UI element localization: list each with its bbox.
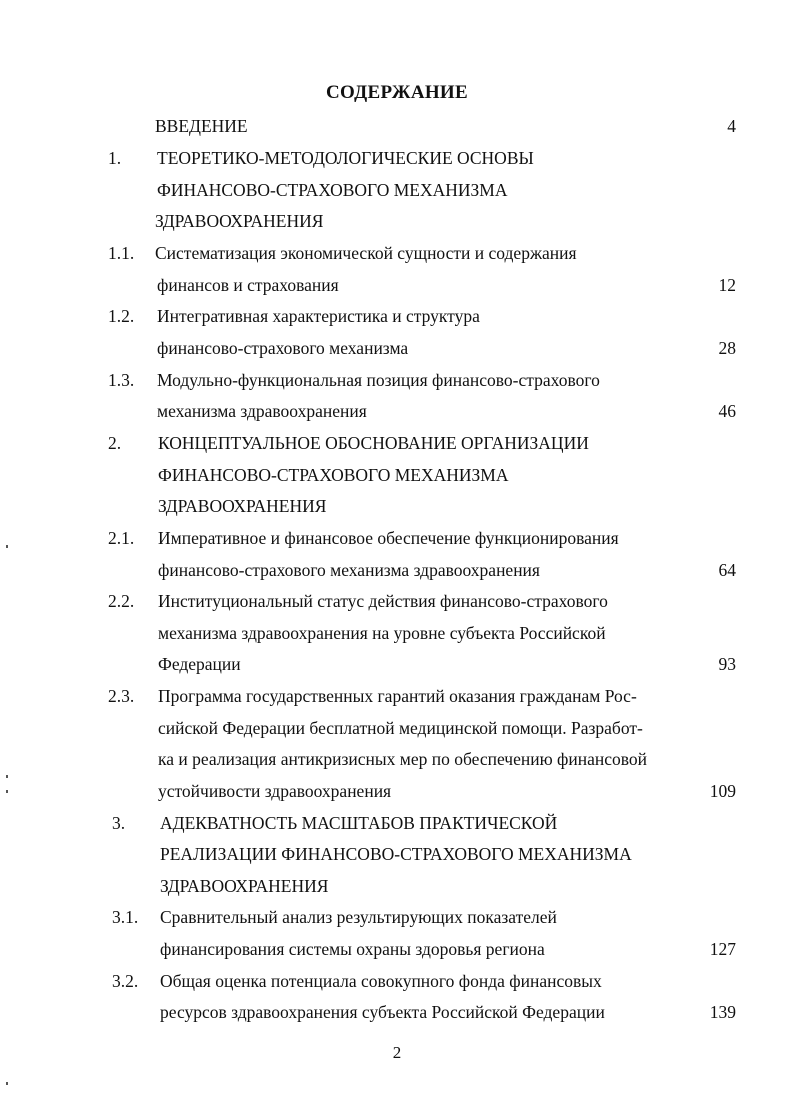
toc-entry-text: ЗДРАВООХРАНЕНИЯ	[158, 496, 327, 516]
toc-line	[0, 555, 794, 585]
toc-entry-text: Общая оценка потенциала совокупного фонда финансовых	[160, 971, 602, 991]
toc-entry-text: сийской Федерации бесплатной медицинской помощи. Разработ-	[158, 718, 643, 738]
toc-line	[0, 934, 794, 964]
toc-line	[0, 902, 794, 932]
toc-page-number: 93	[718, 654, 736, 674]
toc-entry-text: финансово-страхового механизма	[157, 338, 409, 358]
toc-page-number: 12	[718, 275, 736, 295]
toc-line	[0, 713, 794, 743]
toc-line	[0, 997, 794, 1027]
toc-entry-text: ЗДРАВООХРАНЕНИЯ	[160, 876, 329, 896]
toc-line	[0, 111, 794, 141]
toc-line	[0, 206, 794, 236]
toc-line	[0, 586, 794, 616]
toc-section-number: 2.3.	[108, 686, 135, 706]
toc-entry-text: ресурсов здравоохранения субъекта Российской Федерации	[160, 1002, 605, 1022]
toc-line	[0, 365, 794, 395]
toc-entry-text: Федерации	[158, 654, 241, 674]
toc-line	[0, 618, 794, 648]
toc-entry-text: финансов и страхования	[157, 275, 339, 295]
toc-entry-text: механизма здравоохранения	[157, 401, 367, 421]
toc-entry-text: ЗДРАВООХРАНЕНИЯ	[155, 211, 324, 231]
toc-line	[0, 681, 794, 711]
toc-entry-text: Программа государственных гарантий оказания гражданам Рос-	[158, 686, 637, 706]
toc-section-number: 1.2.	[108, 306, 135, 326]
toc-entry-text: Сравнительный анализ результирующих показателей	[160, 907, 557, 927]
toc-page-number: 64	[718, 560, 736, 580]
toc-line	[0, 238, 794, 268]
toc-entry-text: Систематизация экономической сущности и содержания	[155, 243, 577, 263]
toc-section-number: 2.	[108, 433, 122, 453]
page-title: СОДЕРЖАНИЕ	[326, 82, 468, 103]
scan-speck	[6, 790, 8, 793]
toc-entry-text: ВВЕДЕНИЕ	[155, 116, 248, 136]
toc-entry-text: Институциональный статус действия финансово-страхового	[158, 591, 608, 611]
toc-entry-text: финансово-страхового механизма здравоохранения	[158, 560, 540, 580]
toc-page-number: 4	[727, 116, 736, 136]
toc-section-number: 1.3.	[108, 370, 135, 390]
toc-line	[0, 396, 794, 426]
toc-entry-text: КОНЦЕПТУАЛЬНОЕ ОБОСНОВАНИЕ ОРГАНИЗАЦИИ	[158, 433, 589, 453]
toc-entry-text: ФИНАНСОВО-СТРАХОВОГО МЕХАНИЗМА	[158, 465, 509, 485]
toc-page-number: 109	[709, 781, 736, 801]
toc-entry-text: АДЕКВАТНОСТЬ МАСШТАБОВ ПРАКТИЧЕСКОЙ	[160, 813, 558, 833]
toc-entry-text: механизма здравоохранения на уровне субъекта Российской	[158, 623, 606, 643]
toc-page-number: 28	[718, 338, 736, 358]
toc-line	[0, 270, 794, 300]
toc-entry-text: Императивное и финансовое обеспечение функционирования	[158, 528, 619, 548]
toc-line	[0, 649, 794, 679]
toc-section-number: 3.2.	[112, 971, 139, 991]
toc-line	[0, 523, 794, 553]
toc-entry-text: ТЕОРЕТИКО-МЕТОДОЛОГИЧЕСКИЕ ОСНОВЫ	[157, 148, 534, 168]
toc-line	[0, 966, 794, 996]
toc-line	[0, 301, 794, 331]
page-number: 2	[392, 1043, 402, 1062]
toc-line	[0, 744, 794, 774]
toc-section-number: 3.1.	[112, 907, 139, 927]
toc-page-number: 127	[709, 939, 736, 959]
toc-line	[0, 460, 794, 490]
toc-section-number: 1.	[108, 148, 122, 168]
toc-section-number: 2.1.	[108, 528, 135, 548]
toc-line	[0, 808, 794, 838]
toc-line	[0, 491, 794, 521]
toc-entry-text: Интегративная характеристика и структура	[157, 306, 480, 326]
toc-entry-text: РЕАЛИЗАЦИИ ФИНАНСОВО-СТРАХОВОГО МЕХАНИЗМА	[160, 844, 632, 864]
toc-section-number: 3.	[112, 813, 126, 833]
toc-page-number: 46	[718, 401, 736, 421]
toc-entry-text: ка и реализация антикризисных мер по обеспечению финансовой	[158, 749, 648, 769]
scan-speck	[6, 545, 8, 548]
scan-speck	[6, 775, 8, 778]
toc-entry-text: финансирования системы охраны здоровья региона	[160, 939, 545, 959]
toc-line	[0, 839, 794, 869]
toc-line	[0, 776, 794, 806]
toc-line	[0, 428, 794, 458]
toc-line	[0, 175, 794, 205]
toc-entry-text: Модульно-функциональная позиция финансово-страхового	[157, 370, 600, 390]
toc-line	[0, 871, 794, 901]
toc-line	[0, 143, 794, 173]
toc-section-number: 2.2.	[108, 591, 135, 611]
toc-section-number: 1.1.	[108, 243, 135, 263]
toc-page-number: 139	[709, 1002, 736, 1022]
toc-entry-text: устойчивости здравоохранения	[158, 781, 392, 801]
toc-line	[0, 333, 794, 363]
toc-entry-text: ФИНАНСОВО-СТРАХОВОГО МЕХАНИЗМА	[157, 180, 508, 200]
scan-speck	[6, 1082, 8, 1085]
